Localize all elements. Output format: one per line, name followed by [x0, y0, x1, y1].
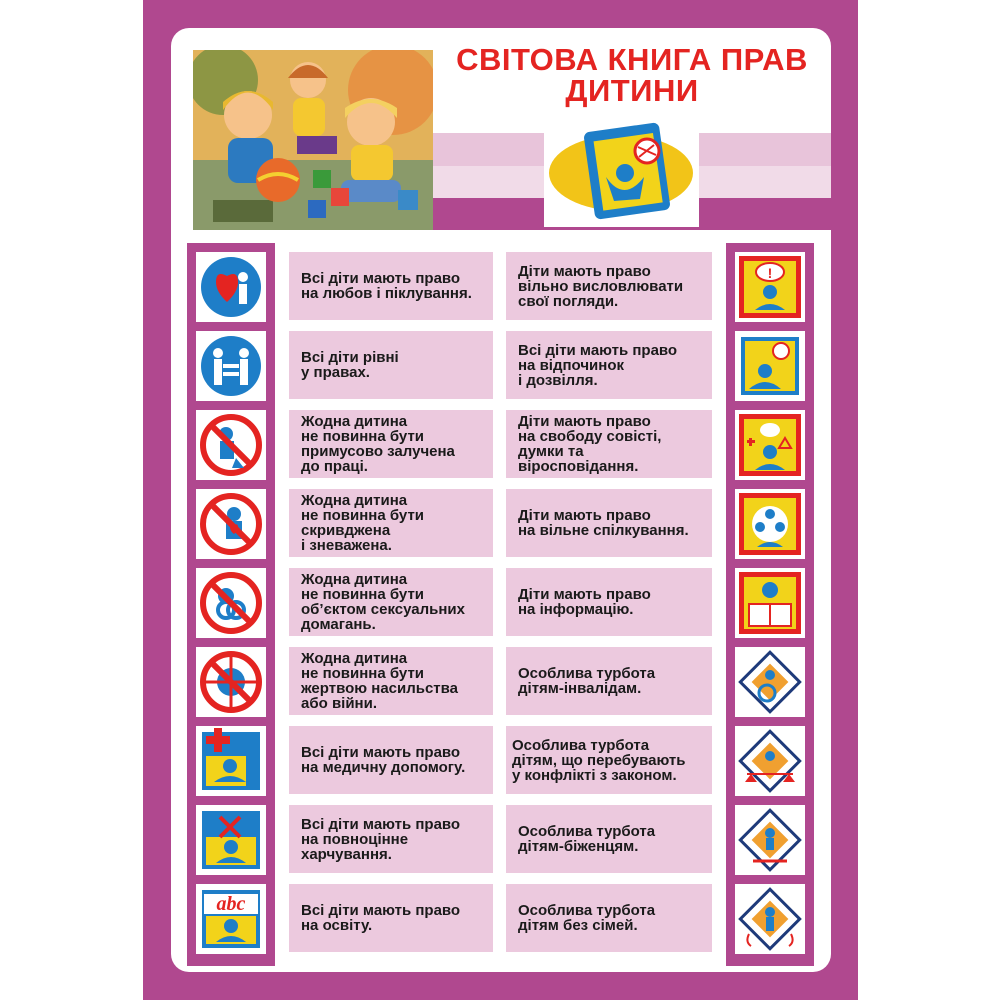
left-right-text: Всі діти мають право на повноцінне харчування.: [301, 815, 461, 863]
law-conflict-icon: [735, 726, 805, 796]
no-violence-war-icon: [196, 647, 266, 717]
left-right-text: Всі діти мають право на медичну допомогу.: [301, 744, 466, 776]
free-expression-icon: [735, 252, 805, 322]
right-right-cell: [506, 726, 712, 794]
free-expression-icon-text: !: [767, 265, 773, 281]
rights-book-logo: [544, 115, 699, 227]
refugee-icon: [735, 805, 805, 875]
education-icon-text: abc: [216, 893, 246, 915]
left-right-cell: [289, 726, 493, 794]
freedom-of-conscience-icon: [735, 410, 805, 480]
left-right-text: Жодна дитина не повинна бути об’єктом сексуальних домагань.: [301, 571, 465, 633]
right-right-text: Особлива турбота дітям-біженцям.: [518, 823, 656, 855]
no-child-labor-icon: [196, 410, 266, 480]
disabled-care-icon: [735, 647, 805, 717]
right-right-text: Особлива турбота дітям, що перебувають у конфлікті з законом.: [512, 736, 686, 784]
left-right-text: Всі діти мають право на любов і піклування.: [301, 270, 472, 302]
right-right-cell: [506, 331, 712, 399]
left-right-cell: [289, 489, 493, 557]
equality-icon: [196, 331, 266, 401]
right-right-text: Особлива турбота дітям без сімей.: [518, 902, 656, 934]
left-right-text: Всі діти мають право на освіту.: [301, 902, 461, 934]
poster-title: [433, 44, 831, 106]
nutrition-icon: [196, 805, 266, 875]
no-sexual-abuse-icon: [196, 568, 266, 638]
right-right-text: Діти мають право на інформацію.: [518, 586, 651, 618]
no-abuse-icon: [196, 489, 266, 559]
right-right-cell: [506, 647, 712, 715]
heart-love-icon: [196, 252, 266, 322]
right-right-cell: [506, 252, 712, 320]
information-icon: [735, 568, 805, 638]
left-right-cell: [289, 884, 493, 952]
right-right-text: Діти мають право на вільне спілкування.: [518, 507, 689, 539]
left-right-text: Жодна дитина не повинна бути примусово залучена до праці.: [301, 413, 455, 475]
left-right-cell: [289, 252, 493, 320]
poster: [143, 0, 858, 1000]
left-right-text: Жодна дитина не повинна бути скривджена і зневажена.: [301, 492, 425, 554]
free-association-icon: [735, 489, 805, 559]
right-right-text: Діти мають право вільно висловлювати свої погляди.: [518, 262, 684, 310]
left-right-cell: [289, 805, 493, 873]
orphan-icon: [735, 884, 805, 954]
right-right-text: Діти мають право на свободу совісті, думки та віросповідання.: [518, 413, 662, 475]
right-right-cell: [506, 489, 712, 557]
medical-care-icon: [196, 726, 266, 796]
rest-leisure-icon: [735, 331, 805, 401]
right-right-cell: [506, 568, 712, 636]
left-right-text: Всі діти рівні у правах.: [301, 349, 399, 381]
left-right-cell: [289, 568, 493, 636]
right-right-text: Особлива турбота дітям-інвалідам.: [518, 665, 656, 697]
right-right-cell: [506, 805, 712, 873]
left-right-text: Жодна дитина не повинна бути жертвою насильства або війни.: [301, 650, 459, 712]
left-right-cell: [289, 647, 493, 715]
children-playing-illustration: [193, 50, 433, 230]
right-right-text: Всі діти мають право на відпочинок і дозвілля.: [518, 341, 678, 389]
left-right-cell: [289, 410, 493, 478]
education-icon: [196, 884, 266, 954]
right-right-cell: [506, 884, 712, 952]
right-right-cell: [506, 410, 712, 478]
left-right-cell: [289, 331, 493, 399]
poster-title-text: СВІТОВА КНИГА ПРАВ ДИТИНИ: [456, 42, 808, 108]
